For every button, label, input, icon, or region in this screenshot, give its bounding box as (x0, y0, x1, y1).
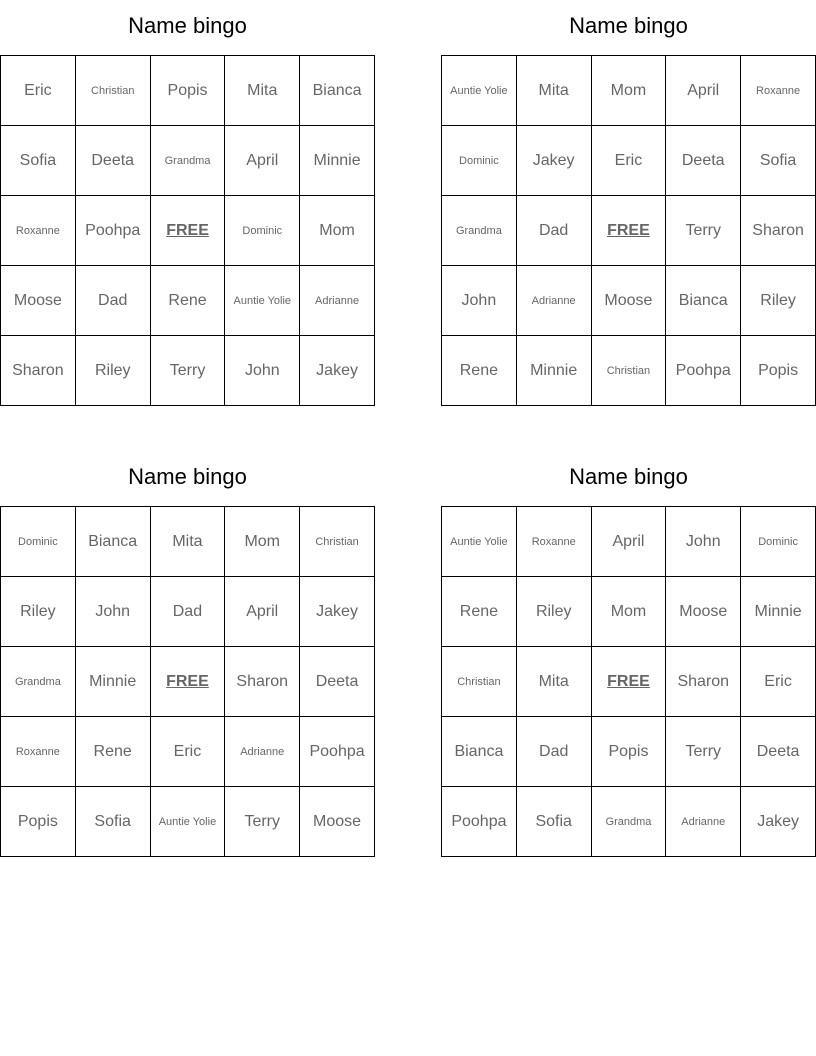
bingo-row (1, 717, 375, 787)
bingo-row (442, 196, 816, 266)
bingo-cell: Dad (516, 196, 591, 266)
bingo-cell: Rene (442, 577, 517, 647)
bingo-row (1, 266, 375, 336)
bingo-cell: Grandma (591, 787, 666, 857)
bingo-cell: Popis (741, 336, 816, 406)
bingo-cell: Moose (1, 266, 76, 336)
bingo-cell: Adrianne (516, 266, 591, 336)
bingo-cell: Eric (1, 56, 76, 126)
bingo-cell: Deeta (741, 717, 816, 787)
bingo-cell: Roxanne (516, 507, 591, 577)
free-space: FREE (150, 647, 225, 717)
bingo-cell: Sofia (741, 126, 816, 196)
bingo-cell: Sharon (666, 647, 741, 717)
bingo-row (442, 56, 816, 126)
bingo-row (1, 577, 375, 647)
bingo-cell: Christian (300, 507, 375, 577)
bingo-cell: Roxanne (741, 56, 816, 126)
card-title: Name bingo (128, 464, 247, 489)
bingo-cell: Dad (516, 717, 591, 787)
bingo-grid (441, 55, 816, 406)
bingo-cell: Terry (225, 787, 300, 857)
bingo-cell: Moose (591, 266, 666, 336)
bingo-cell: Christian (75, 56, 150, 126)
bingo-cell: Christian (591, 336, 666, 406)
bingo-cell: Moose (300, 787, 375, 857)
bingo-cell: Sofia (75, 787, 150, 857)
bingo-cell: Riley (516, 577, 591, 647)
bingo-cell: Grandma (442, 196, 517, 266)
bingo-cell: Rene (442, 336, 517, 406)
bingo-cell: Poohpa (75, 196, 150, 266)
bingo-cell: Riley (75, 336, 150, 406)
free-space: FREE (591, 647, 666, 717)
bingo-cell: Mom (225, 507, 300, 577)
bingo-cell: Bianca (300, 56, 375, 126)
bingo-cell: Dominic (741, 507, 816, 577)
bingo-cell: April (225, 577, 300, 647)
bingo-cell: Sharon (1, 336, 76, 406)
bingo-cell: Popis (1, 787, 76, 857)
bingo-grid (0, 506, 375, 857)
bingo-row (442, 126, 816, 196)
bingo-row (442, 336, 816, 406)
bingo-row (442, 507, 816, 577)
bingo-cell: Sofia (1, 126, 76, 196)
bingo-row (1, 196, 375, 266)
bingo-cell: Grandma (150, 126, 225, 196)
bingo-cell: Roxanne (1, 196, 76, 266)
bingo-cell: Adrianne (666, 787, 741, 857)
bingo-cell: Moose (666, 577, 741, 647)
bingo-cell: Terry (666, 196, 741, 266)
bingo-cell: Rene (150, 266, 225, 336)
bingo-cell: Sharon (741, 196, 816, 266)
bingo-cell: Eric (591, 126, 666, 196)
bingo-cell: Dad (150, 577, 225, 647)
bingo-cell: Auntie Yolie (225, 266, 300, 336)
bingo-cell: Terry (666, 717, 741, 787)
bingo-cell: Riley (1, 577, 76, 647)
bingo-row (442, 266, 816, 336)
bingo-cell: Auntie Yolie (442, 56, 517, 126)
bingo-cell: Jakey (516, 126, 591, 196)
bingo-cell: John (75, 577, 150, 647)
bingo-cell: Minnie (300, 126, 375, 196)
bingo-grid (441, 506, 816, 857)
bingo-cell: Deeta (75, 126, 150, 196)
bingo-cell: Popis (150, 56, 225, 126)
bingo-cell: Rene (75, 717, 150, 787)
bingo-cell: Minnie (75, 647, 150, 717)
bingo-cell: Poohpa (300, 717, 375, 787)
card-title: Name bingo (128, 13, 247, 38)
bingo-cell: Mita (516, 56, 591, 126)
bingo-cell: Jakey (741, 787, 816, 857)
bingo-row (1, 56, 375, 126)
bingo-cell: Poohpa (666, 336, 741, 406)
bingo-grid (0, 55, 375, 406)
bingo-row (442, 717, 816, 787)
bingo-row (1, 126, 375, 196)
bingo-cell: Deeta (300, 647, 375, 717)
bingo-cell: John (666, 507, 741, 577)
bingo-row (442, 787, 816, 857)
bingo-cell: Auntie Yolie (150, 787, 225, 857)
bingo-cell: Minnie (516, 336, 591, 406)
bingo-cell: Jakey (300, 336, 375, 406)
bingo-cell: Eric (150, 717, 225, 787)
free-space: FREE (591, 196, 666, 266)
bingo-cell: Christian (442, 647, 517, 717)
bingo-cell: Grandma (1, 647, 76, 717)
bingo-cell: April (666, 56, 741, 126)
bingo-row (1, 787, 375, 857)
bingo-cell: Eric (741, 647, 816, 717)
bingo-cell: Deeta (666, 126, 741, 196)
bingo-cell: Riley (741, 266, 816, 336)
card-title: Name bingo (569, 464, 688, 489)
bingo-cell: Popis (591, 717, 666, 787)
bingo-cell: April (591, 507, 666, 577)
bingo-cell: Poohpa (442, 787, 517, 857)
bingo-cell: Sharon (225, 647, 300, 717)
bingo-cell: Mita (516, 647, 591, 717)
bingo-cell: Jakey (300, 577, 375, 647)
bingo-cell: Mom (300, 196, 375, 266)
bingo-row (1, 507, 375, 577)
bingo-row (442, 577, 816, 647)
bingo-cell: Mom (591, 56, 666, 126)
bingo-row (442, 647, 816, 717)
bingo-cell: Terry (150, 336, 225, 406)
bingo-cell: Dominic (1, 507, 76, 577)
bingo-cell: Minnie (741, 577, 816, 647)
card-title: Name bingo (569, 13, 688, 38)
bingo-cell: Bianca (75, 507, 150, 577)
bingo-cell: Dominic (225, 196, 300, 266)
bingo-cell: John (225, 336, 300, 406)
bingo-cell: Mita (225, 56, 300, 126)
bingo-cell: Dominic (442, 126, 517, 196)
bingo-cell: Adrianne (300, 266, 375, 336)
bingo-cell: Mita (150, 507, 225, 577)
bingo-cell: Roxanne (1, 717, 76, 787)
bingo-cell: Adrianne (225, 717, 300, 787)
bingo-row (1, 336, 375, 406)
bingo-row (1, 647, 375, 717)
bingo-cell: Dad (75, 266, 150, 336)
bingo-cell: Sofia (516, 787, 591, 857)
bingo-cell: Bianca (666, 266, 741, 336)
bingo-cell: Mom (591, 577, 666, 647)
free-space: FREE (150, 196, 225, 266)
bingo-cell: Bianca (442, 717, 517, 787)
bingo-cell: Auntie Yolie (442, 507, 517, 577)
bingo-cell: April (225, 126, 300, 196)
bingo-cell: John (442, 266, 517, 336)
